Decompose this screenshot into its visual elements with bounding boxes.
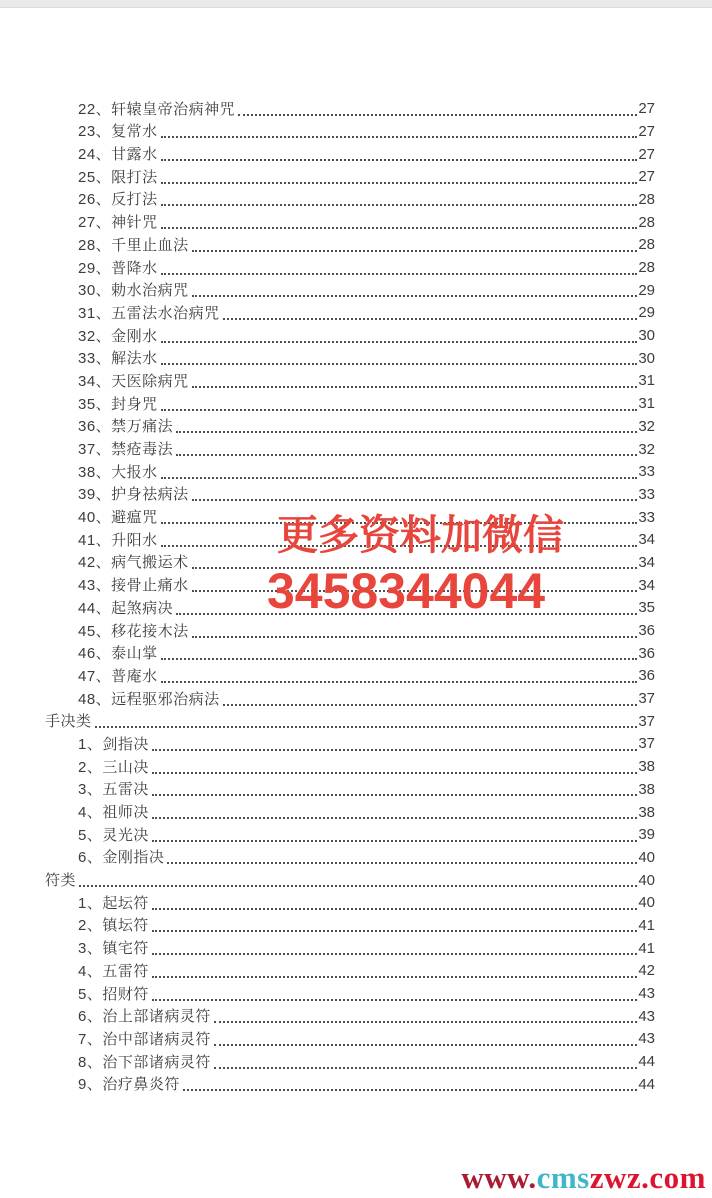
toc-page-number: 41 <box>638 916 655 934</box>
toc-entry-label: 29、普降水 <box>78 259 158 277</box>
toc-entry-label: 42、病气搬运术 <box>78 554 189 572</box>
toc-entry-label: 33、解法水 <box>78 350 158 368</box>
toc-dot-leader <box>214 1067 637 1069</box>
toc-dot-leader <box>223 318 638 320</box>
toc-dot-leader <box>176 431 637 433</box>
toc-entry <box>0 596 712 619</box>
toc-entry <box>0 959 712 982</box>
toc-dot-leader <box>161 227 638 229</box>
toc-page-number: 27 <box>638 100 655 118</box>
toc-entry-label: 4、五雷符 <box>78 962 149 980</box>
toc-dot-leader <box>79 885 637 887</box>
toc-entry <box>0 868 712 891</box>
toc-dot-leader <box>161 204 638 206</box>
toc-page-number: 40 <box>638 848 655 866</box>
toc-entry <box>0 97 712 120</box>
toc-page-number: 43 <box>638 1030 655 1048</box>
toc-entry <box>0 800 712 823</box>
toc-entry <box>0 687 712 710</box>
toc-entry-label: 44、起煞病决 <box>78 599 174 617</box>
toc-dot-leader <box>152 908 637 910</box>
toc-entry <box>0 120 712 143</box>
toc-entry <box>0 1073 712 1096</box>
toc-page-number: 28 <box>638 213 655 231</box>
toc-dot-leader <box>161 409 638 411</box>
toc-page-number: 34 <box>638 576 655 594</box>
toc-page-number: 44 <box>638 1053 655 1071</box>
toc-dot-leader <box>152 817 637 819</box>
toc-dot-leader <box>161 363 638 365</box>
toc-entry-label: 31、五雷法水治病咒 <box>78 304 220 322</box>
toc-entry <box>0 369 712 392</box>
toc-entry <box>0 415 712 438</box>
toc-dot-leader <box>161 681 638 683</box>
toc-dot-leader <box>161 341 638 343</box>
url-part-cms: cms <box>536 1160 590 1195</box>
url-part-www: www. <box>461 1160 537 1195</box>
toc-entry-label: 1、起坛符 <box>78 894 149 912</box>
toc-entry-label: 28、千里止血法 <box>78 236 189 254</box>
toc-page-number: 27 <box>638 145 655 163</box>
toc-entry <box>0 347 712 370</box>
toc-entry-label: 22、轩辕皇帝治病神咒 <box>78 100 236 118</box>
toc-entry-label: 手决类 <box>45 713 92 731</box>
toc-entry-label: 9、治疗鼻炎符 <box>78 1076 180 1094</box>
toc-dot-leader <box>161 182 638 184</box>
toc-entry-label: 46、泰山掌 <box>78 645 158 663</box>
toc-entry-label: 32、金刚水 <box>78 327 158 345</box>
toc-entry <box>0 914 712 937</box>
toc-entry-label: 5、招财符 <box>78 985 149 1003</box>
toc-entry-label: 36、禁万痛法 <box>78 418 174 436</box>
toc-dot-leader <box>176 454 637 456</box>
toc-entry-label: 1、剑指决 <box>78 735 149 753</box>
toc-dot-leader <box>161 159 638 161</box>
toc-page-number: 32 <box>638 417 655 435</box>
toc-page-number: 41 <box>638 939 655 957</box>
toc-dot-leader <box>161 545 638 547</box>
url-part-zwz: zwz.com <box>589 1160 706 1195</box>
toc-page-number: 39 <box>638 826 655 844</box>
toc-page-number: 35 <box>638 599 655 617</box>
toc-entry <box>0 392 712 415</box>
toc-entry <box>0 664 712 687</box>
toc-entry-label: 45、移花接木法 <box>78 622 189 640</box>
toc-dot-leader <box>192 636 638 638</box>
toc-entry <box>0 301 712 324</box>
toc-entry <box>0 142 712 165</box>
toc-entry-label: 2、镇坛符 <box>78 917 149 935</box>
toc-page-number: 28 <box>638 190 655 208</box>
toc-entry-label: 27、神针咒 <box>78 214 158 232</box>
toc-page-number: 34 <box>638 553 655 571</box>
toc-page-number: 36 <box>638 667 655 685</box>
toc-page-number: 31 <box>638 395 655 413</box>
toc-entry <box>0 732 712 755</box>
toc-page-number: 29 <box>638 281 655 299</box>
toc-dot-leader <box>161 658 638 660</box>
toc-entry <box>0 846 712 869</box>
toc-entry <box>0 982 712 1005</box>
toc-page-number: 37 <box>638 690 655 708</box>
toc-entry-label: 38、大报水 <box>78 463 158 481</box>
toc-entry-label: 37、禁疮毒法 <box>78 441 174 458</box>
toc-page-number: 30 <box>638 349 655 367</box>
toc-entry-label: 43、接骨止痛水 <box>78 577 189 595</box>
toc-entry-label: 6、金刚指决 <box>78 849 165 867</box>
toc-entry <box>0 1005 712 1028</box>
toc-entry <box>0 437 712 460</box>
toc-entry-label: 34、天医除病咒 <box>78 372 189 390</box>
toc-entry <box>0 233 712 256</box>
toc-dot-leader <box>152 749 637 751</box>
toc-entry-label: 48、远程驱邪治病法 <box>78 690 220 708</box>
toc-dot-leader <box>176 613 637 615</box>
toc-entry <box>0 165 712 188</box>
toc-page-number: 33 <box>638 485 655 503</box>
toc-entry-label: 39、护身祛病法 <box>78 486 189 504</box>
toc-dot-leader <box>161 273 638 275</box>
toc-page-number: 31 <box>638 372 655 390</box>
toc-entry <box>0 823 712 846</box>
toc-entry <box>0 528 712 551</box>
toc-entry <box>0 619 712 642</box>
toc-entry-label: 24、甘露水 <box>78 146 158 164</box>
toc-page-number: 32 <box>638 440 655 458</box>
toc-entry <box>0 188 712 211</box>
toc-page-number: 44 <box>638 1075 655 1093</box>
toc-dot-leader <box>152 999 637 1001</box>
toc-entry-label: 符类 <box>45 872 77 890</box>
toc-dot-leader <box>192 295 638 297</box>
toc-dot-leader <box>223 704 638 706</box>
toc-entry-label: 30、勅水治病咒 <box>78 282 189 300</box>
toc-entry-label: 35、封身咒 <box>78 395 158 413</box>
toc-page-number: 38 <box>638 780 655 798</box>
toc-entry <box>0 1027 712 1050</box>
toc-page-number: 38 <box>638 803 655 821</box>
toc-entry-label: 47、普庵水 <box>78 667 158 685</box>
toc-entry-label: 3、镇宅符 <box>78 940 149 958</box>
toc-entry-label: 7、治中部诸病灵符 <box>78 1030 211 1048</box>
toc-page-number: 33 <box>638 463 655 481</box>
toc-dot-leader <box>161 136 638 138</box>
toc-entry <box>0 1050 712 1073</box>
toc-dot-leader <box>214 1044 637 1046</box>
toc-entry <box>0 891 712 914</box>
toc-entry-label: 26、反打法 <box>78 191 158 209</box>
toc-dot-leader <box>152 794 637 796</box>
toc-entry-label: 2、三山决 <box>78 758 149 776</box>
toc-entry <box>0 936 712 959</box>
toc-entry-label: 3、五雷决 <box>78 781 149 799</box>
toc-page-number: 36 <box>638 644 655 662</box>
toc-entry <box>0 256 712 279</box>
toc-dot-leader <box>152 840 637 842</box>
toc-page-number: 29 <box>638 304 655 322</box>
toc-dot-leader <box>152 930 637 932</box>
toc-page-number: 40 <box>638 894 655 912</box>
toc-dot-leader <box>192 386 638 388</box>
toc-entry <box>0 210 712 233</box>
toc-dot-leader <box>238 114 637 116</box>
toc-entry-label: 25、限打法 <box>78 168 158 186</box>
toc-dot-leader <box>214 1021 637 1023</box>
toc-dot-leader <box>152 772 637 774</box>
toc-entry-label: 6、治上部诸病灵符 <box>78 1008 211 1026</box>
toc-entry <box>0 279 712 302</box>
toc-entry <box>0 551 712 574</box>
toc-page-number: 27 <box>638 122 655 140</box>
page-top-edge <box>0 0 712 8</box>
toc-page-number: 34 <box>638 531 655 549</box>
toc-entry <box>0 483 712 506</box>
toc-page-number: 28 <box>638 236 655 254</box>
toc-dot-leader <box>192 590 638 592</box>
toc-page-number: 37 <box>638 735 655 753</box>
toc-entry <box>0 642 712 665</box>
toc-page-number: 38 <box>638 758 655 776</box>
toc-entry <box>0 755 712 778</box>
toc-dot-leader <box>192 499 638 501</box>
watermark-text: 更多资料加微信 <box>277 512 564 558</box>
toc-entry-label: 40、避瘟咒 <box>78 509 158 527</box>
toc-page-number: 33 <box>638 508 655 526</box>
toc-page-number: 43 <box>638 1007 655 1025</box>
toc-page-number: 30 <box>638 327 655 345</box>
toc-page-number: 28 <box>638 259 655 276</box>
toc-page-number: 42 <box>638 962 655 980</box>
watermark-number: 3458344044 <box>267 563 546 619</box>
toc-dot-leader <box>192 567 638 569</box>
toc-dot-leader <box>161 522 638 524</box>
toc-entry-label: 41、升阳水 <box>78 531 158 549</box>
toc-dot-leader <box>161 477 638 479</box>
toc-dot-leader <box>183 1089 637 1091</box>
toc-page-number: 27 <box>638 168 655 186</box>
toc-page-number: 36 <box>638 622 655 639</box>
toc-entry-label: 5、灵光决 <box>78 826 149 844</box>
toc-entry <box>0 324 712 347</box>
toc-list <box>0 97 712 1095</box>
toc-page-number: 37 <box>638 712 655 730</box>
toc-dot-leader <box>192 250 638 252</box>
toc-entry <box>0 710 712 733</box>
toc-entry-label: 23、复常水 <box>78 123 158 141</box>
site-url-watermark <box>461 1162 706 1193</box>
toc-dot-leader <box>152 976 637 978</box>
toc-entry <box>0 778 712 801</box>
toc-dot-leader <box>167 862 637 864</box>
toc-page-number: 40 <box>638 871 655 889</box>
toc-entry <box>0 505 712 528</box>
toc-entry <box>0 460 712 483</box>
toc-page-number: 43 <box>638 985 655 1002</box>
toc-entry-label: 4、祖师决 <box>78 804 149 821</box>
toc-dot-leader <box>95 726 638 728</box>
toc-entry <box>0 573 712 596</box>
toc-dot-leader <box>152 953 637 955</box>
toc-entry-label: 8、治下部诸病灵符 <box>78 1053 211 1071</box>
